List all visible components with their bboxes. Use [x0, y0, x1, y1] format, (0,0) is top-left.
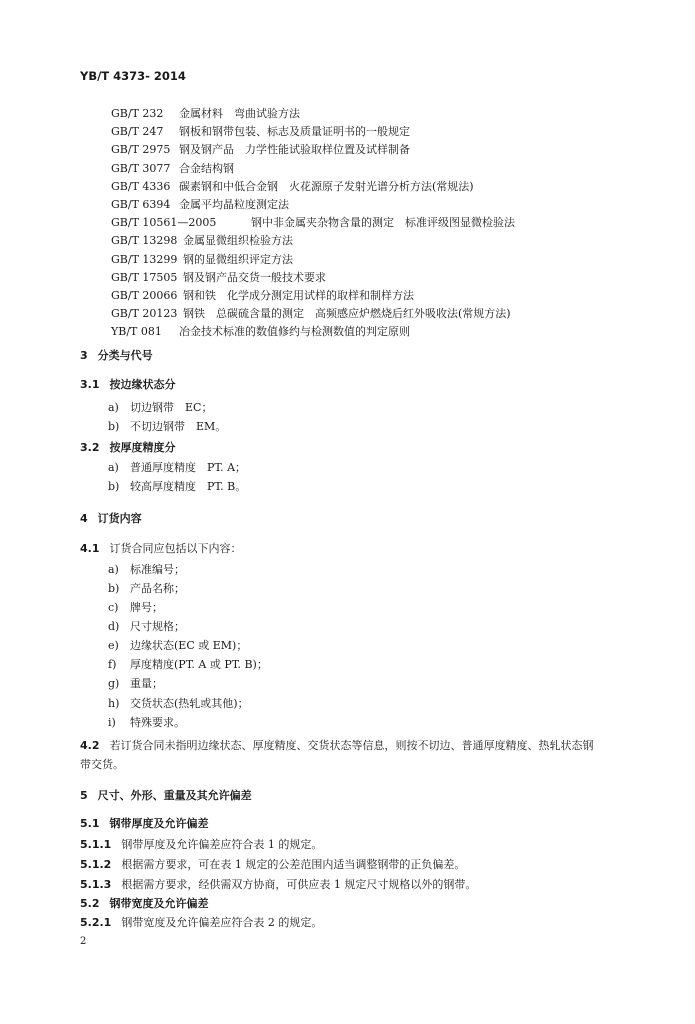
reference-title: 钢及钢产品交货一般技术要求 — [183, 270, 326, 284]
item-label: a) — [108, 461, 119, 474]
section-number: 5 — [80, 789, 88, 802]
list-item — [108, 716, 185, 729]
reference-item — [111, 325, 671, 343]
section-5-2-1 — [80, 916, 322, 929]
section-3-2-heading — [80, 441, 176, 454]
page-number: 2 — [80, 936, 87, 947]
section-5-1-heading — [80, 817, 209, 830]
item-text: 厚度精度(PT. A 或 PT. B)； — [130, 658, 268, 671]
reference-code: GB/T 4336 — [111, 179, 171, 193]
section-text: 订货合同应包括以下内容： — [109, 542, 242, 555]
item-text: 交货状态(热轧或其他)； — [130, 697, 249, 710]
reference-code: GB/T 13298 — [111, 234, 178, 248]
item-text: 重量； — [130, 677, 163, 690]
section-number: 5.1.3 — [80, 878, 112, 891]
reference-code: GB/T 3077 — [111, 161, 171, 175]
list-item — [108, 639, 247, 652]
section-number: 5.1 — [80, 817, 100, 830]
section-5-1-1 — [80, 838, 322, 851]
section-title: 尺寸、外形、重量及其允许偏差 — [97, 789, 252, 802]
section-number: 4 — [80, 512, 88, 525]
section-5-heading — [80, 789, 252, 802]
reference-code: GB/T 10561—2005 — [111, 216, 217, 230]
reference-item — [111, 216, 671, 234]
reference-title: 钢及钢产品 力学性能试验取样位置及试样制备 — [179, 143, 410, 157]
item-label: d) — [108, 620, 120, 633]
list-item — [108, 420, 226, 433]
list-item — [108, 582, 185, 595]
reference-code: YB/T 081 — [111, 325, 162, 339]
list-item — [108, 480, 246, 493]
reference-code: GB/T 6394 — [111, 197, 171, 211]
reference-title: 金属材料 弯曲试验方法 — [179, 107, 300, 120]
reference-title: 金属平均晶粒度测定法 — [179, 197, 289, 211]
reference-item — [111, 253, 671, 271]
item-text: 较高厚度精度 PT. B。 — [130, 480, 247, 493]
section-number: 3.1 — [80, 378, 100, 391]
section-text: 若订货合同未指明边缘状态、厚度精度、交货状态等信息，则按不切边、普通厚度精度、热轧状态钢 — [109, 739, 594, 752]
item-text: 普通厚度精度 PT. A； — [130, 461, 247, 474]
section-5-2-heading — [80, 897, 209, 910]
section-title: 分类与代号 — [97, 349, 153, 362]
reference-title: 钢中非金属夹杂物含量的测定 标准评级图显微检验法 — [251, 216, 515, 230]
list-item — [108, 697, 249, 710]
list-item — [108, 677, 163, 690]
reference-code: GB/T 2975 — [111, 143, 171, 157]
reference-code: GB/T 20066 — [111, 288, 178, 302]
list-item — [108, 401, 212, 414]
reference-title: 钢铁 总碳硫含量的测定 高频感应炉燃烧后红外吸收法(常规方法) — [183, 307, 511, 321]
reference-item — [111, 180, 671, 198]
item-text: 特殊要求。 — [130, 716, 185, 729]
section-4-heading — [80, 512, 142, 525]
section-title: 钢带厚度及允许偏差 — [109, 817, 209, 830]
list-item — [108, 658, 268, 671]
reference-item — [111, 234, 671, 252]
reference-item — [111, 289, 671, 307]
reference-title: 钢的显微组织评定方法 — [183, 252, 293, 266]
item-label: f) — [108, 658, 117, 671]
section-4-2 — [80, 739, 594, 752]
reference-title: 金属显微组织检验方法 — [183, 234, 293, 248]
section-title: 按厚度精度分 — [109, 441, 176, 454]
section-text: 钢带厚度及允许偏差应符合表 1 的规定。 — [121, 838, 323, 851]
standard-header: YB/T 4373- 2014 — [80, 69, 186, 83]
item-label: b) — [108, 480, 120, 493]
section-number: 3 — [80, 349, 88, 362]
section-5-1-3 — [80, 878, 476, 891]
section-4-1 — [80, 542, 242, 555]
reference-item — [111, 307, 671, 325]
section-4-2-continuation: 带交货。 — [80, 758, 124, 771]
item-label: a) — [108, 563, 119, 576]
item-label: a) — [108, 401, 119, 414]
section-text: 根据需方要求，可在表 1 规定的公差范围内适当调整钢带的正负偏差。 — [121, 858, 466, 871]
item-label: h) — [108, 697, 120, 710]
item-label: c) — [108, 601, 119, 614]
reference-code: GB/T 17505 — [111, 270, 178, 284]
reference-item — [111, 162, 671, 180]
item-text: 牌号； — [130, 601, 163, 614]
section-3-heading — [80, 349, 153, 362]
item-label: g) — [108, 677, 120, 690]
section-title: 订货内容 — [97, 512, 142, 525]
section-number: 4.1 — [80, 542, 100, 555]
list-item — [108, 461, 246, 474]
item-text: 切边钢带 EC； — [130, 401, 213, 414]
item-label: b) — [108, 582, 120, 595]
item-text: 尺寸规格； — [130, 620, 185, 633]
item-text: 标准编号； — [130, 563, 185, 576]
item-text: 边缘状态(EC 或 EM)； — [130, 639, 248, 652]
reference-title: 钢和铁 化学成分测定用试样的取样和制样方法 — [183, 288, 414, 302]
item-label: b) — [108, 420, 120, 433]
reference-title: 冶金技术标准的数值修约与检测数值的判定原则 — [179, 325, 410, 339]
section-number: 4.2 — [80, 739, 100, 752]
section-number: 5.1.2 — [80, 858, 112, 871]
reference-item — [111, 107, 671, 125]
list-item — [108, 601, 163, 614]
section-number: 5.1.1 — [80, 838, 112, 851]
reference-code: GB/T 13299 — [111, 252, 178, 266]
section-number: 5.2 — [80, 897, 100, 910]
section-number: 3.2 — [80, 441, 100, 454]
section-title: 按边缘状态分 — [109, 378, 176, 391]
section-title: 钢带宽度及允许偏差 — [109, 897, 209, 910]
reference-title: 钢板和钢带包装、标志及质量证明书的一般规定 — [179, 125, 410, 139]
reference-title: 合金结构钢 — [179, 161, 234, 175]
section-5-1-2 — [80, 858, 465, 871]
list-item — [108, 620, 185, 633]
reference-item — [111, 271, 671, 289]
item-label: i) — [108, 716, 116, 729]
list-item — [108, 563, 185, 576]
section-number: 5.2.1 — [80, 916, 112, 929]
item-label: e) — [108, 639, 119, 652]
section-3-1-heading — [80, 378, 176, 391]
reference-title: 碳素钢和中低合金钢 火花源原子发射光谱分析方法(常规法) — [179, 179, 474, 193]
reference-code: GB/T 20123 — [111, 307, 178, 321]
item-text: 产品名称； — [130, 582, 185, 595]
section-text: 根据需方要求，经供需双方协商，可供应表 1 规定尺寸规格以外的钢带。 — [121, 878, 477, 891]
reference-item — [111, 198, 671, 216]
normative-references-list — [111, 107, 671, 343]
reference-code: GB/T 247 — [111, 125, 164, 139]
reference-item — [111, 125, 671, 143]
section-text: 钢带宽度及允许偏差应符合表 2 的规定。 — [121, 916, 323, 929]
reference-code: GB/T 232 — [111, 107, 164, 120]
item-text: 不切边钢带 EM。 — [130, 420, 227, 433]
reference-item — [111, 143, 671, 161]
